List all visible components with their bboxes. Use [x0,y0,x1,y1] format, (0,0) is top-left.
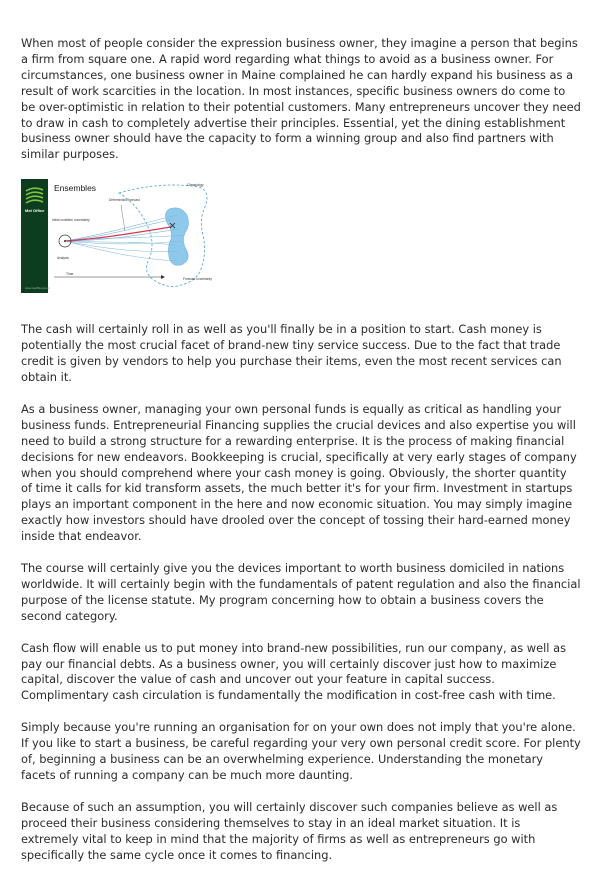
paragraph: The course will certainly give you the devices important to worth business domiciled in nations worldwide. It will certainly begin with the fundamentals of patent regulation and also the financial purpose of the license statute. My program concerning how to obtain a business covers the second category. [21,561,581,623]
paragraph: Because of such an assumption, you will certainly discover such companies believe as well as proceed their business considering themselves to stay in an ideal market situation. It is extremely vital to keep in mind that the majority of firms as well as entrepreneurs go with specifically the same cycle once it comes to financing. [21,799,558,862]
climatology-label: Climatology [187,183,204,188]
ensembles-diagram [21,179,221,293]
paragraph: The cash will certainly roll in as well as you'll finally be in a position to start. Cash money is potentially the most crucial facet of brand-new tiny service success. Due to the fact that trade credit is given by vendors to help you purchase their items, even the most recent services can obtain it. [21,322,562,384]
footer-label: www.metoffice.gov.uk [25,287,50,291]
forecast-uncertainty-label: Forecast uncertainty [183,277,212,282]
paragraph: Simply because you're running an organisation for on your own does not imply that you're alone. If you like to start a business, be careful regarding your very own personal credit score. For plenty of, beginning a business can be an overwhelming experience. Understanding the monetary facets of running a company can be much more daunting. [21,720,581,782]
paragraph: As a business owner, managing your own personal funds is equally as critical as handling your business funds. Entrepreneurial Financing supplies the crucial devices and also expertise you will need to build a strong structure for a rewarding enterprise. It is the process of making financial decisions for new endeavors. Bookkeeping is crucial, specifically at very early stages of company when you should comprehend where your cash money is going. Obviously, the shorter quantity of time it calls for kid transform assets, the much better it's for your firm. Investment in startups plays an important component in the here and now economic situation. You may simply imagine exactly how investors should have drooled over the concept of tossing their hard-earned money inside that endeavor. [21,401,577,544]
brand-label: Met Office [25,208,45,214]
figure-title: Ensembles [54,183,97,194]
analysis-point [64,240,66,242]
initial-uncertainty-label: Initial condition uncertainty [52,218,90,223]
paragraph: When most of people consider the expression business owner, they imagine a person that begins a firm from square one. A rapid word regarding what things to avoid as a business owner. For circumstances, one business owner in Maine complained he can hardly expand his business as a result of work scarcities in the location. In most instances, specific business owners do come to be over-optimistic in relation to their potential customers. Many entrepreneurs uncover they need to draw in cash to completely advertise their principles. Essential, yet the dining establishment business owner should have the capacity to form a winning group and also find partners with similar purposes. [21,36,581,162]
paragraph: Cash flow will enable us to put money into brand-new possibilities, run our company, as well as pay our financial debts. As a business owner, you will certainly discover just how to maximize capital, discover the value of cash and uncover out your feature in capital success. Complimentary cash circulation is fundamentally the modification in cost-free cash with time. [21,640,566,703]
deterministic-label: Deterministic forecast [109,198,140,203]
article [21,36,581,880]
analysis-label: Analysis [57,256,69,261]
time-label: Time [66,272,74,277]
ensembles-figure [21,179,221,293]
